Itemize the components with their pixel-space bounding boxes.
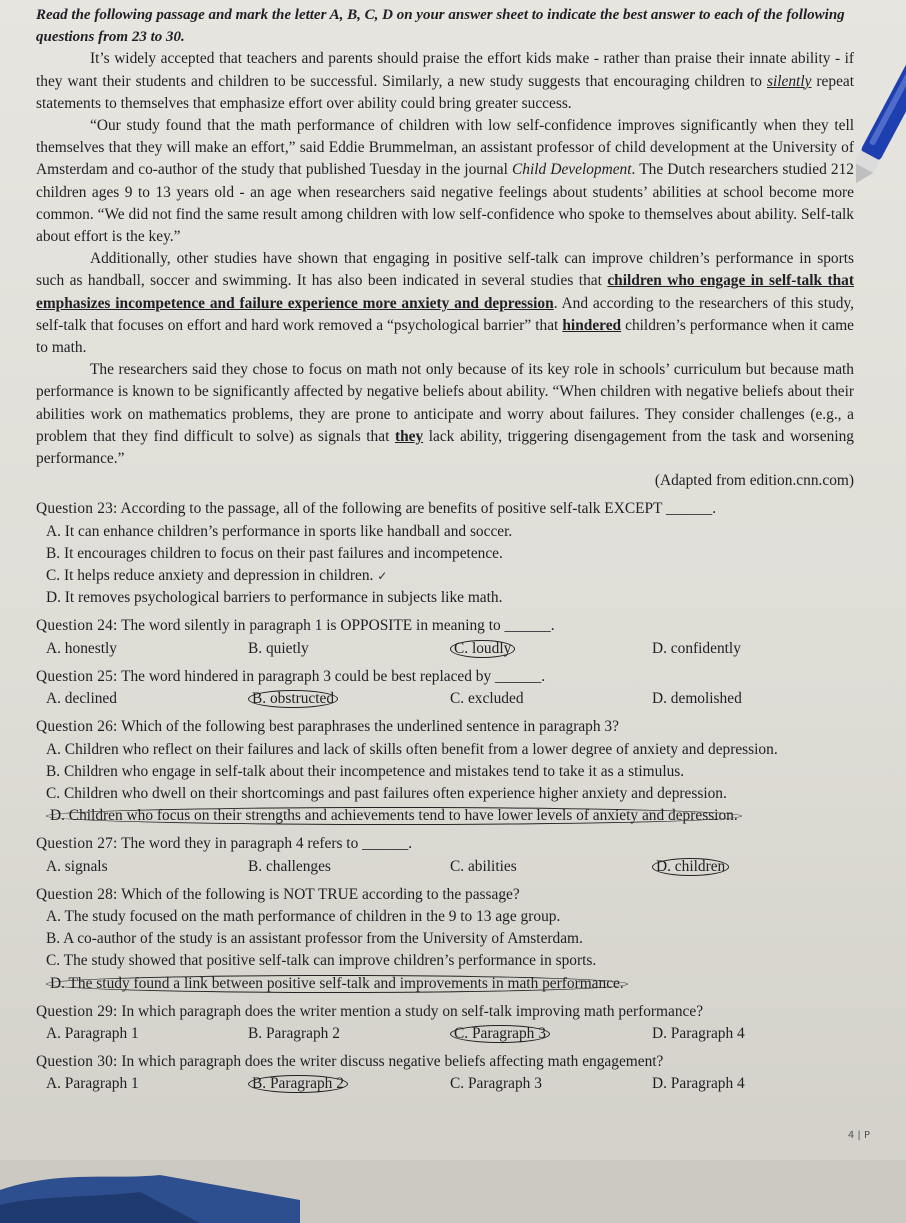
question-25: Question 25: The word hindered in paragraph 3 could be best replaced by ______. A. declined B. obstructed C. excluded D. demolished <box>36 666 854 710</box>
question-stem: In which paragraph does the writer discuss negative beliefs affecting math engagement? <box>121 1053 664 1071</box>
paragraph-2: “Our study found that the math performance of children with low self-confidence improves significantly when they tell themselves that they will make an effort,” said Eddie Brummelman, an assistant professor of child development at the University of Amsterdam and co-author of the study that published Tuesday in the journal Child Development. The Dutch researchers studied 212 children ages 9 to 13 years old - an age when researchers said negative feelings about students’ abilities at school become more common. “We did not find the same result among children with low self-confidence who spoke to themselves about ability. Self-talk about effort is the key.” <box>36 117 854 246</box>
page-number: 4 | P <box>847 1130 870 1141</box>
option-d[interactable]: D. confidently <box>652 639 741 657</box>
option-d[interactable] <box>46 973 854 995</box>
underlined-word-they: they <box>394 427 424 445</box>
option-d[interactable]: D. It removes psychological barriers to performance in subjects like math. <box>46 589 503 607</box>
option-d[interactable]: D. Paragraph 4 <box>652 1024 745 1042</box>
option-c[interactable] <box>450 638 652 660</box>
question-label: Question 24: <box>36 617 118 635</box>
instructions: Read the following passage and mark the letter A, B, C, D on your answer sheet to indicate the best answer to each of the following questions from 23 to 30. <box>36 7 845 46</box>
option-c[interactable]: C. abilities <box>450 857 517 875</box>
answer-circle: D. Children who focus on their strengths and achievements tend to have lower levels of anxiety and depression. <box>46 807 742 825</box>
question-label: Question 25: <box>36 667 118 685</box>
option-c[interactable]: C. It helps reduce anxiety and depression in children. ✓ <box>46 567 388 585</box>
option-b[interactable]: B. Paragraph 2 <box>248 1024 340 1042</box>
option-a[interactable]: A. Paragraph 1 <box>46 1024 139 1042</box>
answer-circle: B. Paragraph 2 <box>248 1075 348 1093</box>
question-27: Question 27: The word they in paragraph 4 refers to ______. A. signals B. challenges C. abilities D. children <box>36 833 854 877</box>
question-23 <box>36 498 854 609</box>
question-label: Question 30: <box>36 1053 118 1071</box>
question-28 <box>36 884 854 995</box>
question-word: they <box>184 835 211 853</box>
options <box>46 521 854 610</box>
underlined-word-silently: silently <box>766 72 812 90</box>
option-c[interactable]: C. Children who dwell on their shortcomings and past failures often experience higher anxiety and depression. <box>46 784 727 802</box>
option-b[interactable]: B. It encourages children to focus on their past failures and incompetence. <box>46 544 503 562</box>
option-d[interactable] <box>46 805 854 827</box>
question-word: silently <box>184 617 230 635</box>
option-a[interactable]: A. It can enhance children’s performance in sports like handball and soccer. <box>46 522 513 540</box>
answer-circle: D. children <box>652 858 729 876</box>
pen-icon <box>856 40 906 190</box>
question-24: Question 24: The word silently in paragraph 1 is OPPOSITE in meaning to ______. A. honestly B. quietly C. loudly D. confidently <box>36 615 854 659</box>
paragraph-3: Additionally, other studies have shown that engaging in positive self-talk can improve children’s performance in sports such as handball, soccer and swimming. It has also been indicated in several studies that children who engage in self-talk that emphasizes incompetence and failure experience more anxiety and depression. And according to the researchers of this study, self-talk that focuses on effort and hard work removed a “psychological barrier” that hindered children’s performance when it came to math. <box>36 250 855 357</box>
option-a[interactable]: A. The study focused on the math performance of children in the 9 to 13 age group. <box>46 907 561 925</box>
paragraph-1: It’s widely accepted that teachers and parents should praise the effort kids make - rather than praise their innate ability - if they want their students and children to be successful. Similarly, a new study suggests that encouraging children to silently repeat statements to themselves that emphasize effort over ability could bring greater success. <box>36 50 855 112</box>
question-label: Question 23: <box>36 500 118 518</box>
question-29 <box>36 1001 854 1045</box>
option-a[interactable]: A. Paragraph 1 <box>46 1075 139 1093</box>
question-label: Question 27: <box>36 835 118 853</box>
option-d[interactable] <box>652 856 854 878</box>
question-stem: Which of the following best paraphrases the underlined sentence in paragraph 3? <box>121 718 619 736</box>
option-c[interactable] <box>450 1023 652 1045</box>
question-26 <box>36 716 854 827</box>
option-d[interactable]: D. demolished <box>652 690 742 708</box>
question-label: Question 28: <box>36 885 118 903</box>
source-credit: (Adapted from edition.cnn.com) <box>654 472 854 490</box>
option-c[interactable]: C. excluded <box>450 690 524 708</box>
options <box>46 856 854 878</box>
option-b[interactable]: B. A co-author of the study is an assistant professor from the University of Amsterdam. <box>46 930 583 948</box>
answer-circle: C. loudly <box>450 640 515 658</box>
answer-circle: D. The study found a link between positive self-talk and improvements in math performance. <box>46 975 628 993</box>
options <box>46 638 854 660</box>
option-a[interactable]: A. honestly <box>46 639 117 657</box>
option-c[interactable]: C. The study showed that positive self-talk can improve children’s performance in sports. <box>46 952 597 970</box>
question-stem: Which of the following is NOT TRUE according to the passage? <box>121 885 520 903</box>
journal-name: Child Development <box>512 161 632 179</box>
question-label: Question 29: <box>36 1002 118 1020</box>
options <box>46 1073 854 1095</box>
option-d[interactable]: D. Paragraph 4 <box>652 1075 745 1093</box>
question-label: Question 26: <box>36 718 118 736</box>
option-b[interactable] <box>248 688 450 710</box>
option-b[interactable]: B. Children who engage in self-talk about their incompetence and mistakes tend to take it as a stimulus. <box>46 762 685 780</box>
answer-circle: B. obstructed <box>248 690 338 708</box>
options <box>46 906 854 995</box>
check-mark-icon: ✓ <box>377 569 388 584</box>
option-a[interactable]: A. declined <box>46 690 117 708</box>
options <box>46 1023 854 1045</box>
question-stem: According to the passage, all of the following are benefits of positive self-talk EXCEPT ______. <box>120 500 717 518</box>
question-stem: In which paragraph does the writer mention a study on self-talk improving math performance? <box>121 1002 704 1020</box>
option-b[interactable]: B. challenges <box>248 857 331 875</box>
option-b[interactable]: B. quietly <box>248 639 309 657</box>
answer-circle: C. Paragraph 3 <box>450 1025 550 1043</box>
options <box>46 739 854 828</box>
option-b[interactable] <box>248 1073 450 1095</box>
underlined-word-hindered: hindered <box>562 316 622 334</box>
question-word: hindered <box>184 667 239 685</box>
option-a[interactable]: A. signals <box>46 857 108 875</box>
option-c[interactable]: C. Paragraph 3 <box>450 1075 542 1093</box>
background-fabric <box>0 1160 906 1223</box>
options <box>46 688 854 710</box>
paragraph-4: The researchers said they chose to focus on math not only because of its key role in schools’ curriculum but because math performance is known to be significantly affected by negative beliefs about ability. “When children with negative beliefs about their abilities work on mathematics problems, they are prone to anticipate and worry about failures. They consider challenges (e.g., a problem that they find difficult to solve) as signals that they lack ability, triggering disengagement from the task and worsening performance.” <box>36 361 854 468</box>
question-30 <box>36 1051 854 1095</box>
exam-content <box>36 4 854 1096</box>
underlined-sentence: children who engage in self-talk that emphasizes incompetence and failure experience more anxiety and depression <box>36 272 854 312</box>
option-a[interactable]: A. Children who reflect on their failures and lack of skills often benefit from a lower degree of anxiety and depression. <box>46 740 778 758</box>
